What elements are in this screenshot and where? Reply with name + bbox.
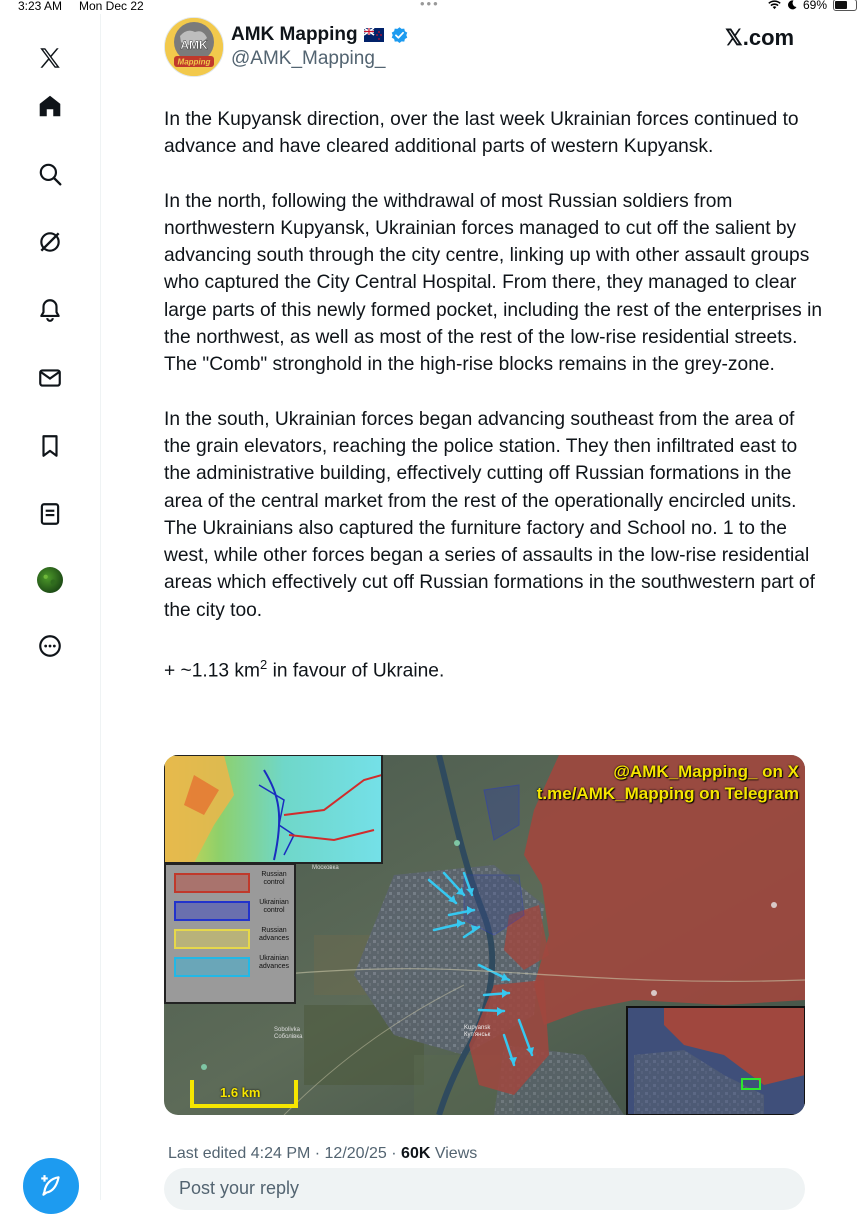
legend-label: Russian advances bbox=[259, 927, 289, 942]
map-credit-x: @AMK_Mapping_ on X bbox=[613, 762, 799, 781]
views-count: 60K bbox=[401, 1145, 431, 1162]
more-icon[interactable] bbox=[30, 626, 70, 666]
status-time: 3:23 AM bbox=[18, 0, 63, 13]
compose-feather-icon bbox=[38, 1173, 64, 1199]
x-logo-icon[interactable] bbox=[30, 38, 70, 78]
sidebar-nav bbox=[0, 14, 101, 1200]
tweet-meta bbox=[168, 1145, 477, 1163]
status-indicators bbox=[768, 0, 857, 12]
reply-input[interactable] bbox=[177, 1177, 781, 1200]
map-place-sobolivka-latin: Sobolivka bbox=[274, 1027, 301, 1033]
svg-text:Mapping: Mapping bbox=[177, 57, 211, 67]
tweet-body bbox=[164, 106, 824, 712]
legend-swatch bbox=[174, 873, 250, 893]
status-bar bbox=[0, 0, 867, 14]
tweet-paragraph-4 bbox=[164, 651, 824, 685]
battery-percent: 69% bbox=[802, 0, 827, 12]
x-com-brand: 𝕏.com bbox=[725, 25, 795, 50]
svg-text:AMK: AMK bbox=[180, 38, 208, 52]
grok-icon[interactable] bbox=[30, 222, 70, 262]
area-change-prefix: + ~1.13 km bbox=[164, 660, 260, 682]
legend-swatch bbox=[174, 957, 250, 977]
tweet-paragraph-3: In the south, Ukrainian forces began advancing southeast from the area of the grain elevators, reaching the police station. They then infiltrated east to the administrative building, effectively cutting off Russian formations in the area of the central market from the rest of the operationally encircled units. The Ukrainians also captured the furniture factory and School no. 1 to the west, while other forces began a series of assaults in the low-rise residential areas which effectively cut off Russian formations in the southwestern part of the city too. bbox=[164, 408, 815, 621]
legend-label: Ukrainian advances bbox=[259, 955, 289, 970]
map-legend bbox=[164, 863, 296, 1004]
status-date: Mon Dec 22 bbox=[79, 0, 144, 13]
map-scale-label: 1.6 km bbox=[220, 1085, 261, 1100]
area-change-suffix: in favour of Ukraine. bbox=[267, 660, 445, 682]
home-icon[interactable] bbox=[30, 86, 70, 126]
views-label: Views bbox=[434, 1145, 478, 1162]
map-image[interactable] bbox=[164, 755, 805, 1115]
author-handle[interactable]: @AMK_Mapping_ bbox=[231, 48, 386, 69]
multitasking-dots-icon[interactable]: ••• bbox=[420, 0, 440, 11]
author-avatar[interactable] bbox=[164, 17, 224, 77]
legend-swatch bbox=[174, 929, 250, 949]
last-edited-timestamp[interactable]: Last edited 4:24 PM · 12/20/25 · bbox=[168, 1145, 397, 1162]
notifications-bell-icon[interactable] bbox=[30, 290, 70, 330]
author-name-row[interactable] bbox=[231, 24, 409, 46]
legend-swatch bbox=[174, 901, 250, 921]
map-scale-bar bbox=[190, 1078, 298, 1108]
new-zealand-flag-icon bbox=[364, 28, 384, 42]
map-place-sobolivka bbox=[274, 1027, 302, 1041]
bookmarks-icon[interactable] bbox=[30, 426, 70, 466]
area-unit-superscript: 2 bbox=[260, 657, 268, 673]
wifi-icon bbox=[768, 0, 781, 10]
legend-label: Ukrainian control bbox=[259, 899, 289, 914]
battery-fill bbox=[835, 1, 847, 9]
legend-item-russian-control bbox=[174, 871, 286, 893]
map-credit-telegram: t.me/AMK_Mapping on Telegram bbox=[536, 784, 799, 803]
tweet-paragraph-2: In the north, following the withdrawal of most Russian soldiers from northwestern Kupyansk, Ukrainian forces managed to cut off the salient by advancing south through the city centre, linking up with other assault groups who captured the City Central Hospital. From there, they managed to clear large parts of this newly formed pocket, including the rest of the enterprises in the northwest, as well as most of the rest of the low-rise residential streets. The "Comb" stronghold in the high-rise blocks remains in the grey-zone. bbox=[164, 190, 823, 376]
legend-item-ukrainian-advances bbox=[174, 955, 289, 977]
map-credit bbox=[537, 761, 799, 805]
reply-box[interactable] bbox=[164, 1168, 805, 1210]
legend-item-russian-advances bbox=[174, 927, 289, 949]
battery-icon bbox=[833, 0, 857, 11]
lists-icon[interactable] bbox=[30, 494, 70, 534]
tweet-paragraph-1: In the Kupyansk direction, over the last week Ukrainian forces continued to advance and have cleared additional parts of western Kupyansk. bbox=[164, 109, 799, 158]
author-name: AMK Mapping bbox=[231, 24, 358, 45]
map-place-moskovka: Московка bbox=[312, 865, 339, 871]
map-place-kupyansk-cyrillic: Куп'янськ bbox=[464, 1032, 491, 1038]
map-place-kupyansk bbox=[464, 1025, 490, 1039]
legend-label: Russian control bbox=[261, 871, 287, 886]
search-icon[interactable] bbox=[30, 154, 70, 194]
legend-item-ukrainian-control bbox=[174, 899, 289, 921]
map-place-sobolivka-cyrillic: Соболівка bbox=[274, 1034, 303, 1040]
moon-icon bbox=[787, 0, 797, 10]
verified-badge-icon bbox=[390, 26, 409, 45]
profile-avatar-icon[interactable] bbox=[30, 560, 70, 600]
messages-mail-icon[interactable] bbox=[30, 358, 70, 398]
map-place-kupyansk-latin: Kupyansk bbox=[464, 1025, 491, 1031]
compose-button[interactable] bbox=[23, 1158, 79, 1214]
